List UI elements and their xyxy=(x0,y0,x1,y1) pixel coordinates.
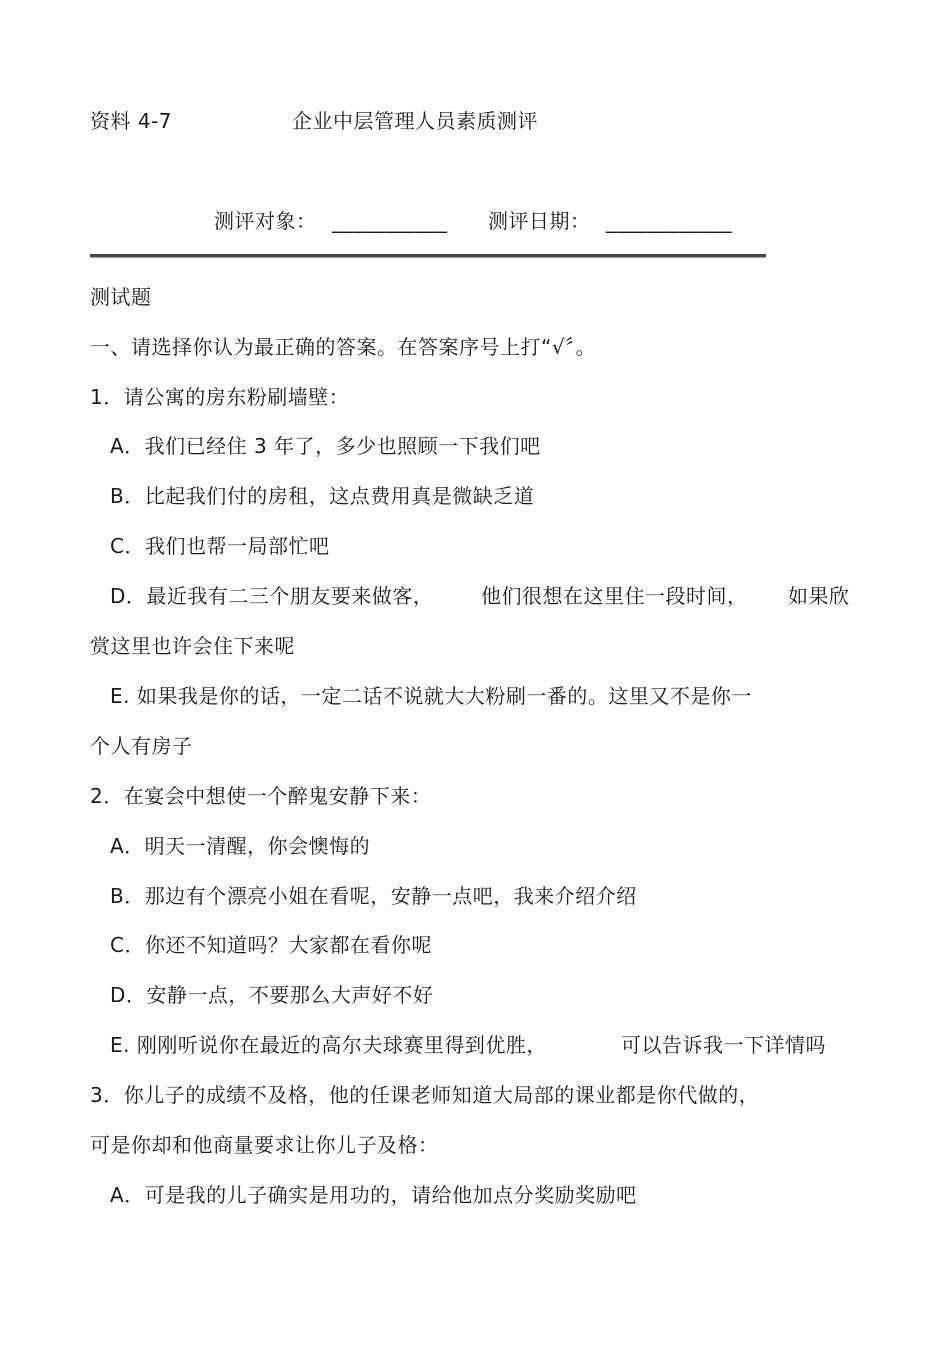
question-2-option-c: C．你还不知道吗？大家都在看你呢 xyxy=(110,933,432,957)
question-1-option-e-part2: 个人有房子 xyxy=(90,734,193,758)
question-1-option-d-part1: D．最近我有二三个朋友要来做客， xyxy=(110,584,434,608)
header-divider xyxy=(90,254,766,257)
section-heading: 测试题 xyxy=(90,285,152,309)
question-3-prompt-part2: 可是你却和他商量要求让你儿子及格： xyxy=(90,1133,439,1157)
question-2-option-e-part1: E. 刚刚听说你在最近的高尔夫球赛里得到优胜， xyxy=(110,1033,547,1057)
doc-label: 资料 4-7 xyxy=(90,109,173,133)
question-3-prompt-part1: 3．你儿子的成绩不及格，他的任课老师知道大局部的课业都是你代做的， xyxy=(90,1083,760,1107)
section-instruction: 一、请选择你认为最正确的答案。在答案序号上打“√〞。 xyxy=(90,335,597,359)
question-2-option-a: A．明天一清醒，你会懊悔的 xyxy=(110,834,371,858)
question-2-prompt: 2．在宴会中想使一个醉鬼安静下来： xyxy=(90,784,432,808)
question-1-option-e-part1: E. 如果我是你的话，一定二话不说就大大粉刷一番的。这里又不是你一 xyxy=(110,684,752,708)
question-3-option-a: A．可是我的儿子确实是用功的，请给他加点分奖励奖励吧 xyxy=(110,1183,637,1207)
subject-field: ___________ xyxy=(332,209,448,233)
question-2-option-b: B．那边有个漂亮小姐在看呢，安静一点吧，我来介绍介绍 xyxy=(110,884,637,908)
question-1-option-d-part3: 如果欣 xyxy=(788,584,850,608)
question-1-prompt: 1．请公寓的房东粉刷墙壁： xyxy=(90,385,350,409)
question-2-option-d: D．安静一点，不要那么大声好不好 xyxy=(110,983,434,1007)
doc-title: 企业中层管理人员素质测评 xyxy=(292,109,538,133)
subject-label: 测评对象： xyxy=(214,209,317,233)
question-1-option-d-part2: 他们很想在这里住一段时间， xyxy=(481,584,748,608)
date-label: 测评日期： xyxy=(488,209,591,233)
question-1-option-b: B．比起我们付的房租，这点费用真是微缺乏道 xyxy=(110,484,535,508)
question-1-option-c: C．我们也帮一局部忙吧 xyxy=(110,534,330,558)
date-field: ____________ xyxy=(606,209,732,233)
question-1-option-d-part4: 赏这里也许会住下来呢 xyxy=(90,634,295,658)
question-1-option-a: A．我们已经住 3 年了，多少也照顾一下我们吧 xyxy=(110,434,541,458)
question-2-option-e-part2: 可以告诉我一下详情吗 xyxy=(621,1033,826,1057)
